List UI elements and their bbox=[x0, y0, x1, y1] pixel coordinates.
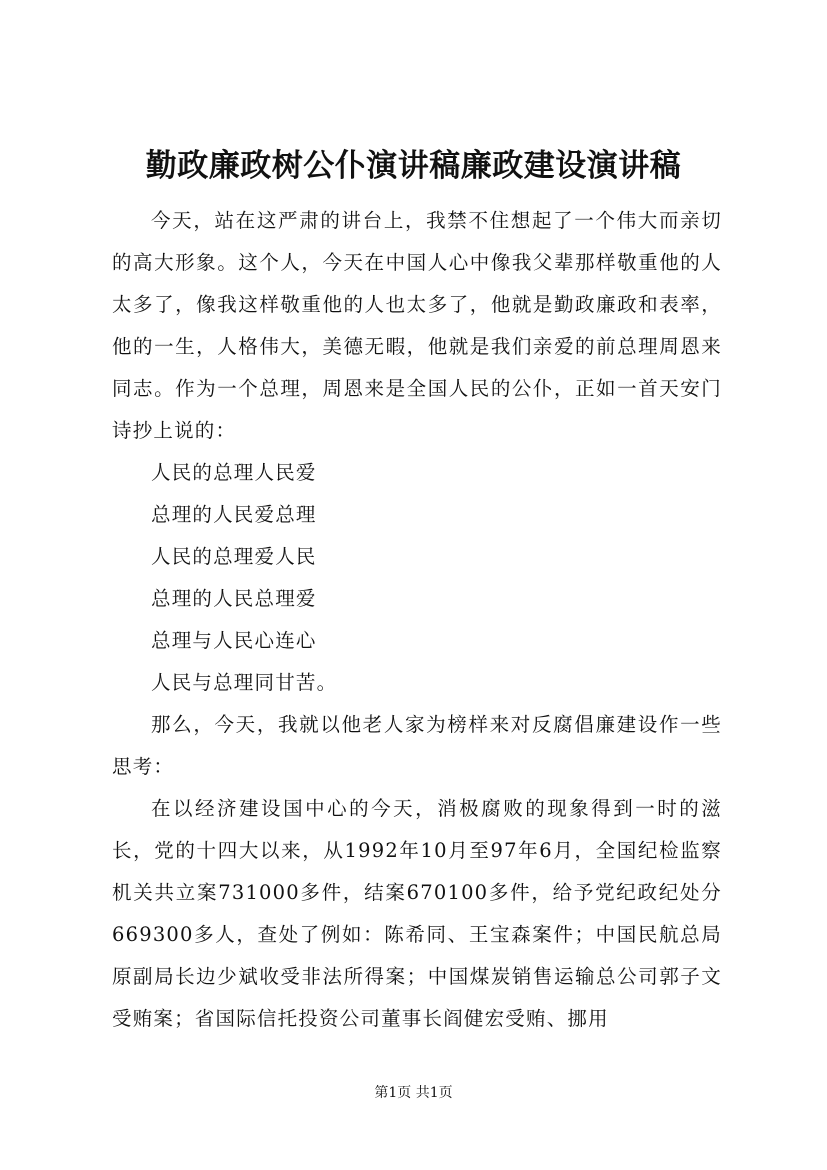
page-footer: 第1页 共1页 bbox=[374, 1085, 453, 1101]
poem-line: 人民的总理爱人民 bbox=[151, 545, 317, 568]
poem-line: 总理的人民爱总理 bbox=[151, 503, 317, 526]
paragraph-intro: 今天，站在这严肃的讲台上，我禁不住想起了一个伟大而亲切的高大形象。这个人，今天在中国人心中像我父辈那样敬重他的人太多了，像我这样敬重他的人也太多了，他就是勤政廉政和表率，他的一生，人格伟大，美德无暇，他就是我们亲爱的前总理周恩来同志。作为一个总理，周恩来是全国人民的公仆，正如一首天安门诗抄上说的： bbox=[112, 209, 722, 442]
poem-line: 总理的人民总理爱 bbox=[151, 587, 317, 610]
poem-line: 人民的总理人民爱 bbox=[151, 461, 317, 484]
poem-line: 总理与人民心连心 bbox=[151, 629, 317, 652]
paragraph-reflection: 那么，今天，我就以他老人家为榜样来对反腐倡廉建设作一些思考： bbox=[112, 713, 722, 778]
poem-line: 人民与总理同甘苦。 bbox=[151, 671, 338, 694]
paragraph-cases: 在以经济建设国中心的今天，消极腐败的现象得到一时的滋长，党的十四大以来，从1992年10月至97年6月，全国纪检监察机关共立案731000多件，结案670100多件，给予党纪政纪处分669300多人，查处了例如：陈希同、王宝森案件；中国民航总局原副局长边少斌收受非法所得案；中国煤炭销售运输总公司郭子文受贿案；省国际信托投资公司董事长阎健宏受贿、挪用 bbox=[112, 797, 722, 1030]
document-title: 勤政廉政树公仆演讲稿廉政建设演讲稿 bbox=[145, 148, 682, 184]
document-body bbox=[112, 200, 722, 1040]
